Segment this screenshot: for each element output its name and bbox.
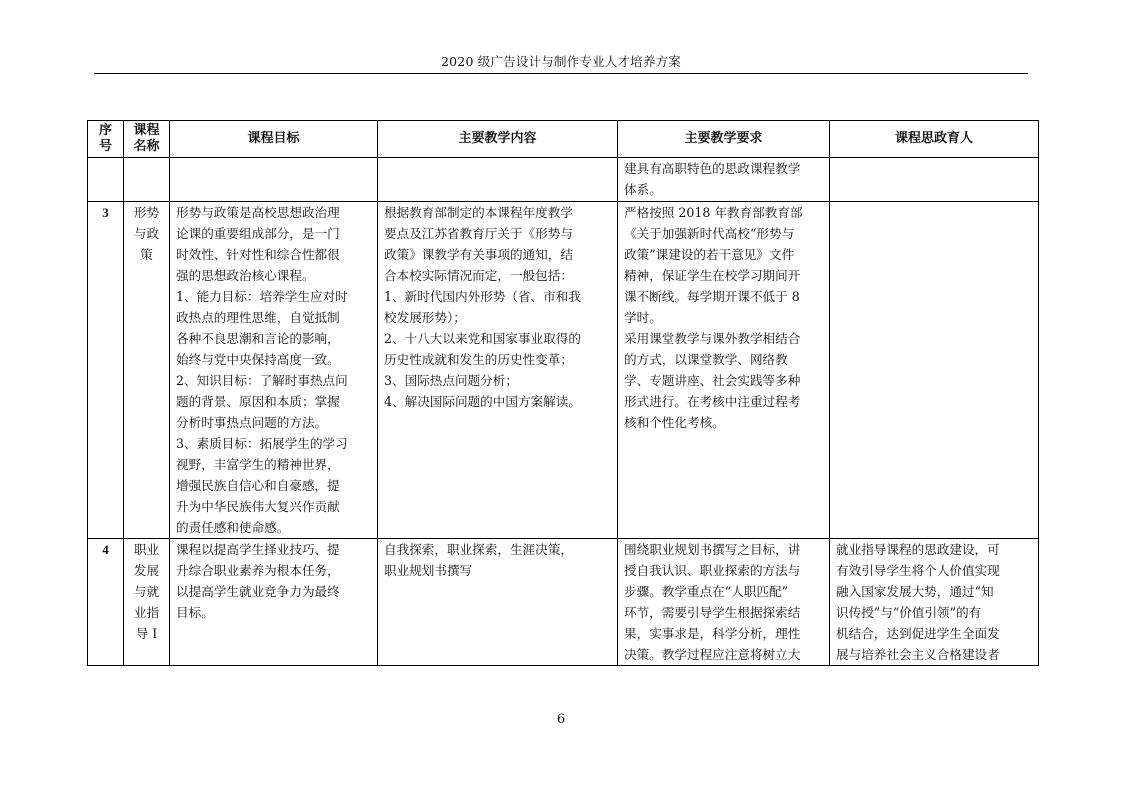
objective-line: 始终与党中央保持高度一致。 — [176, 352, 340, 367]
content-line: 3、国际热点问题分析； — [384, 373, 518, 388]
requirements-line: 环节，需要引导学生根据探索结 — [624, 605, 801, 620]
objective-line: 的责任感和使命感。 — [176, 520, 290, 535]
col-header-content: 主要教学内容 — [378, 121, 618, 158]
ideology-cell — [830, 539, 1039, 666]
requirements-line: 的方式，以课堂教学、网络教 — [624, 352, 788, 367]
content-line: 2、十八大以来党和国家事业取得的 — [384, 331, 581, 346]
requirements-line: 果，实事求是，科学分析，理性 — [624, 626, 801, 641]
ideology-line: 就业指导课程的思政建设，可 — [836, 542, 1000, 557]
objective-line: 时效性、针对性和综合性都很 — [176, 247, 340, 262]
objective-cell — [170, 539, 378, 666]
ideology-line: 有效引导学生将个人价值实现 — [836, 563, 1000, 578]
objective-line: 增强民族自信心和自豪感，提 — [176, 478, 340, 493]
col-header-seq: 序 号 — [88, 121, 124, 158]
objective-line: 形势与政策是高校思想政治理 — [176, 205, 340, 220]
requirements-line: 步骤。教学重点在“人职匹配” — [624, 584, 789, 599]
table-row — [88, 158, 1039, 202]
course-name-line: 发展 — [133, 563, 160, 578]
requirements-line: 授自我认识、职业探索的方法与 — [624, 563, 801, 578]
ideology-line: 融入国家发展大势，通过“知 — [836, 584, 994, 599]
requirements-line: 学、专题讲座、社会实践等多种 — [624, 373, 801, 388]
ideology-line: 机结合，达到促进学生全面发 — [836, 626, 1000, 641]
ideology-line: 识传授”与“价值引领”的有 — [836, 605, 982, 620]
requirements-line: 决策。教学过程应注意将树立大 — [624, 647, 801, 662]
requirements-line: 形式进行。在考核中注重过程考 — [624, 394, 801, 409]
course-name-line: 导 I — [135, 626, 158, 641]
content-line: 合本校实际情况而定，一般包括： — [384, 268, 573, 283]
objective-line: 2、知识目标：了解时事热点问 — [176, 373, 348, 388]
objective-line: 分析时事热点问题的方法。 — [176, 415, 328, 430]
col-header-ideology: 课程思政育人 — [830, 121, 1039, 158]
objective-line: 各种不良思潮和言论的影响， — [176, 331, 340, 346]
course-name-cell — [124, 539, 170, 666]
page-header-title: 2020 级广告设计与制作专业人才培养方案 — [441, 54, 681, 69]
requirements-line: 精神，保证学生在校学习期间开 — [624, 268, 801, 283]
objective-line: 目标。 — [176, 605, 214, 620]
table-row — [88, 202, 1039, 539]
course-seq-cell: 4 — [88, 539, 124, 666]
course-name-line: 形势 — [133, 205, 160, 220]
course-name-line: 策 — [140, 247, 153, 262]
table-header-row — [88, 121, 1039, 158]
course-name-cell — [124, 202, 170, 539]
table-row — [88, 539, 1039, 666]
ideology-cell — [830, 202, 1039, 539]
header-rule — [94, 73, 1028, 74]
content-line: 要点及江苏省教育厅关于《形势与 — [384, 226, 573, 241]
requirements-line: 体系。 — [624, 182, 662, 197]
requirements-line: 学时。 — [624, 310, 662, 325]
course-name-line: 与政 — [133, 226, 160, 241]
objective-line: 升为中华民族伟大复兴作贡献 — [176, 499, 340, 514]
objective-line: 1、能力目标：培养学生应对时 — [176, 289, 348, 304]
objective-line: 政热点的理性思维，自觉抵制 — [176, 310, 340, 325]
objective-line: 课程以提高学生择业技巧、提 — [176, 542, 340, 557]
course-name-line: 职业 — [133, 542, 160, 557]
objective-line: 3、素质目标：拓展学生的学习 — [176, 436, 348, 451]
requirements-cell — [618, 202, 830, 539]
requirements-line: 政策”课建设的若干意见》文件 — [624, 247, 795, 262]
content-line: 4、解决国际问题的中国方案解读。 — [384, 394, 581, 409]
content-cell — [378, 202, 618, 539]
requirements-cell — [618, 539, 830, 666]
ideology-cell — [830, 158, 1039, 202]
page-number: 6 — [556, 712, 566, 727]
content-line: 职业规划书撰写 — [384, 563, 473, 578]
content-line: 校发展形势）； — [384, 310, 466, 325]
col-header-objective: 课程目标 — [170, 121, 378, 158]
objective-line: 强的思想政治核心课程。 — [176, 268, 315, 283]
course-seq-cell: 3 — [88, 202, 124, 539]
content-line: 根据教育部制定的本课程年度教学 — [384, 205, 573, 220]
content-cell — [378, 539, 618, 666]
content-line: 历史性成就和发生的历史性变革； — [384, 352, 573, 367]
requirements-cell — [618, 158, 830, 202]
course-name-line: 与就 — [133, 584, 160, 599]
curriculum-table — [87, 120, 1039, 666]
requirements-line: 围绕职业规划书撰写之目标，讲 — [624, 542, 801, 557]
objective-cell — [170, 202, 378, 539]
requirements-line: 采用课堂教学与课外教学相结合 — [624, 331, 801, 346]
requirements-line: 建具有高职特色的思政课程教学 — [624, 161, 801, 176]
objective-cell — [170, 158, 378, 202]
objective-line: 升综合职业素养为根本任务， — [176, 563, 340, 578]
course-name-line: 业指 — [133, 605, 160, 620]
content-line: 政策》课教学有关事项的通知，结 — [384, 247, 573, 262]
requirements-line: 《关于加强新时代高校“形势与 — [624, 226, 795, 241]
col-header-requirements: 主要教学要求 — [618, 121, 830, 158]
requirements-line: 课不断线。每学期开课不低于 8 — [624, 289, 800, 304]
course-name-cell — [124, 158, 170, 202]
col-header-course-name: 课程 名称 — [124, 121, 170, 158]
requirements-line: 严格按照 2018 年教育部教育部 — [624, 205, 803, 220]
content-line: 1、新时代国内外形势（省、市和我 — [384, 289, 581, 304]
content-cell — [378, 158, 618, 202]
content-line: 自我探索，职业探索，生涯决策， — [384, 542, 573, 557]
objective-line: 以提高学生就业竞争力为最终 — [176, 584, 340, 599]
course-seq-cell — [88, 158, 124, 202]
ideology-line: 展与培养社会主义合格建设者 — [836, 647, 1000, 662]
objective-line: 论课的重要组成部分，是一门 — [176, 226, 340, 241]
requirements-line: 核和个性化考核。 — [624, 415, 725, 430]
objective-line: 题的背景、原因和本质；掌握 — [176, 394, 340, 409]
objective-line: 视野，丰富学生的精神世界， — [176, 457, 340, 472]
